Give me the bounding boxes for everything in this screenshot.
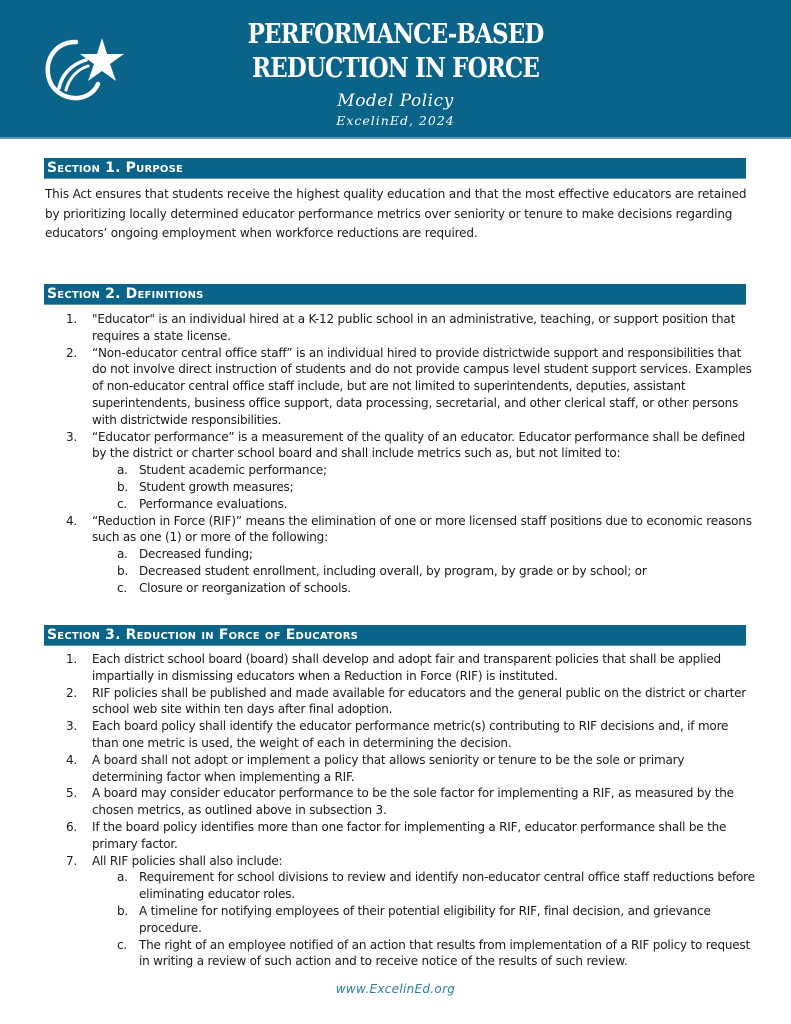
document-title-line-2: REDUCTION IN FORCE (251, 53, 540, 84)
list-item: 3. Each board policy shall identify the educator performance metric(s) contributing to RIF decisions and, if more than one metric is used, the weight of each in determining the decision. (66, 719, 729, 750)
section-1-heading (44, 158, 746, 179)
sub-list-item: b. Decreased student enrollment, including overall, by program, by grade or by school; or (117, 563, 647, 578)
section-2-heading (44, 284, 746, 305)
sub-list-item: b. Student growth measures; (117, 479, 294, 494)
section-3-heading (44, 625, 746, 646)
section-1-heading-text: Section 1. Purpose (47, 160, 184, 176)
sub-list-item: a. Student academic performance; (117, 463, 327, 478)
sub-list-item: c. Performance evaluations. (117, 496, 288, 511)
sub-list (92, 546, 755, 596)
title-block (0, 18, 791, 130)
sub-list-item: b. A timeline for notifying employees of their potential eligibility for RIF, final decision, and grievance procedure. (117, 903, 711, 935)
footer-website-link[interactable]: www.ExcelinEd.org (335, 982, 456, 996)
sub-list-item: a. Requirement for school divisions to review and identify non-educator central office staff reductions before eliminating educator roles. (117, 870, 755, 902)
header-banner (0, 0, 791, 139)
publisher-year: ExcelinEd, 2024 (336, 113, 455, 128)
list-item: 7. All RIF policies shall also include: a. Requirement for school divisions to review and identify non-educator central office staff reductions before eliminating educator roles. b. A timeline for notifying employees of their potential eligibility for RIF, final decision, and grievance procedure. c. The right of an employee notified of an action that results from implementation of a RIF policy to request in writing a review of such action and to receive notice of the results of such review. (66, 853, 755, 969)
list-item: 4. “Reduction in Force (RIF)” means the elimination of one or more licensed staff positions due to economic reasons such as one (1) or more of the following: a. Decreased funding; b. Decreased student enrollment, including overall, by program, by grade or by school; or c. Closure or reorganization of schools. (45, 513, 755, 597)
section-1-body: This Act ensures that students receive the highest quality education and that the most effective educators are retained by prioritizing locally determined educator performance metrics over seniority or tenure to make decisions regarding educators’ ongoing employment when workforce reductions are required. (45, 187, 747, 240)
list-item: 1. Each district school board (board) shall develop and adopt fair and transparent policies that shall be applied impartially in dismissing educators when a Reduction in Force (RIF) is instituted. (66, 652, 721, 683)
list-item: 2. “Non-educator central office staff” is an individual hired to provide districtwide support and responsibilities that do not involve direct instruction of students and do not provide campus level student support services. Examples of non-educator central office staff include, but are not limited to superintendents, deputies, assistant superintendents, business office support, data processing, secretarial, and other clerical staff, or other persons with districtwide responsibilities. (66, 345, 752, 427)
section-3-heading-text: Section 3. Reduction in Force of Educators (47, 627, 359, 643)
list-item: 1. "Educator" is an individual hired at a K-12 public school in an administrative, teaching, or support position that requires a state license. (66, 312, 736, 343)
sub-list (92, 869, 755, 970)
definitions-list (45, 311, 755, 597)
sub-list-item: a. Decreased funding; (117, 547, 253, 562)
list-item: 2. RIF policies shall be published and made available for educators and the general public on the district or charter school web site within ten days after final adoption. (66, 685, 747, 717)
section-2-heading-text: Section 2. Definitions (47, 286, 204, 302)
document-title-line-1: PERFORMANCE-BASED (247, 19, 544, 50)
sub-list (92, 462, 755, 512)
sub-list-item: c. The right of an employee notified of an action that results from implementation of a RIF policy to request in writing a review of such action and to receive notice of the results of such review. (117, 937, 751, 969)
list-item: 3. “Educator performance” is a measurement of the quality of an educator. Educator performance shall be defined by the district or charter school board and shall include metrics such as, but not limited to: a. Student academic performance; b. Student growth measures; c. Performance evaluations. (45, 429, 755, 513)
rif-policy-list (45, 651, 755, 970)
list-item: 4. A board shall not adopt or implement a policy that allows seniority or tenure to be the sole or primary determining factor when implementing a RIF. (66, 752, 685, 784)
list-item: 6. If the board policy identifies more than one factor for implementing a RIF, educator performance shall be the primary factor. (66, 819, 727, 851)
document-subtitle: Model Policy (337, 91, 454, 111)
list-item: 5. A board may consider educator performance to be the sole factor for implementing a RIF, as measured by the chosen metrics, as outlined above in subsection 3. (66, 786, 734, 818)
sub-list-item: c. Closure or reorganization of schools. (117, 580, 351, 595)
